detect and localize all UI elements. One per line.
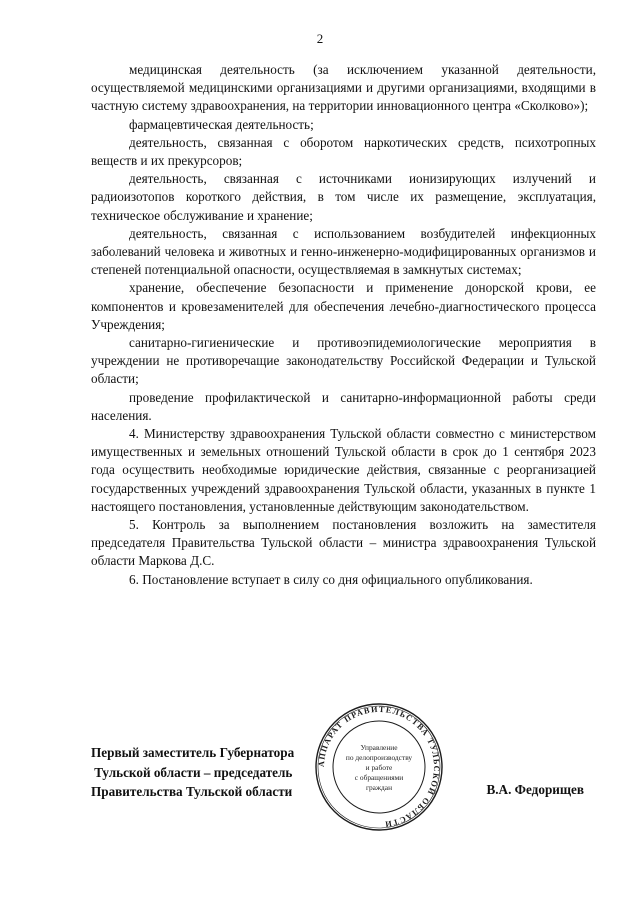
- signatory-title: Первый заместитель Губернатора Тульской области – председатель Правительства Тульской области: [91, 745, 295, 799]
- paragraph: деятельность, связанная с использованием возбудителей инфекционных заболеваний человека и животных и генно-инженерно-модифицированных организмов и степеней потенциальной опасности, осуществляемая в замкнутых системах;: [91, 225, 596, 278]
- paragraph: деятельность, связанная с источниками ионизирующих излучений и радиоизотопов короткого действия, в том числе их размещение, эксплуатация, техническое обслуживание и хранение;: [91, 171, 596, 223]
- paragraph: хранение, обеспечение безопасности и применение донорской крови, ее компонентов и кровезаменителей для обеспечения лечебно-диагностического процесса Учреждения;: [91, 280, 596, 332]
- svg-text:граждан: граждан: [365, 783, 393, 792]
- page-number: 2: [316, 31, 324, 46]
- svg-text:Управление: Управление: [360, 743, 398, 752]
- official-seal: [314, 702, 444, 832]
- paragraph: 6. Постановление вступает в силу со дня официального опубликования.: [129, 571, 533, 587]
- paragraph: 4. Министерству здравоохранения Тульской области совместно с министерством имущественных и земельных отношений Тульской области в срок до 1 сентября 2023 года осуществить необходимые юридические действия, связанные с реорганизацией государственных учреждений здравоохранения Тульской области, указанных в пункте 1 настоящего постановления, установленные действующим законодательством.: [91, 426, 596, 514]
- paragraph: деятельность, связанная с оборотом наркотических средств, психотропных веществ и их прекурсоров;: [91, 134, 596, 169]
- document-body: [91, 61, 596, 589]
- paragraph: санитарно-гигиенические и противоэпидемиологические мероприятия в учреждении не противоречащие законодательству Российской Федерации и Тульской области;: [91, 335, 596, 387]
- svg-text:и работе: и работе: [365, 763, 393, 772]
- svg-text:АППАРАТ ПРАВИТЕЛЬСТВА ТУЛЬСКОЙ: АППАРАТ ПРАВИТЕЛЬСТВА ТУЛЬСКОЙ ОБЛАСТИ: [316, 704, 442, 829]
- paragraph: медицинская деятельность (за исключением указанной деятельности, осуществляемой медицинскими организациями и другими организациями, входящими в частную систему здравоохранения, на территории инновационного центра «Сколково»);: [91, 62, 596, 114]
- paragraph: 5. Контроль за выполнением постановления возложить на заместителя председателя Правительства Тульской области – министра здравоохранения Тульской области Маркова Д.С.: [91, 517, 596, 569]
- paragraph: фармацевтическая деятельность;: [129, 116, 314, 132]
- paragraph: проведение профилактической и санитарно-информационной работы среди населения.: [91, 389, 596, 423]
- signatory-name: В.А. Федорищев: [486, 782, 584, 797]
- svg-text:по делопроизводству: по делопроизводству: [345, 753, 413, 762]
- svg-text:с обращениями: с обращениями: [354, 773, 404, 782]
